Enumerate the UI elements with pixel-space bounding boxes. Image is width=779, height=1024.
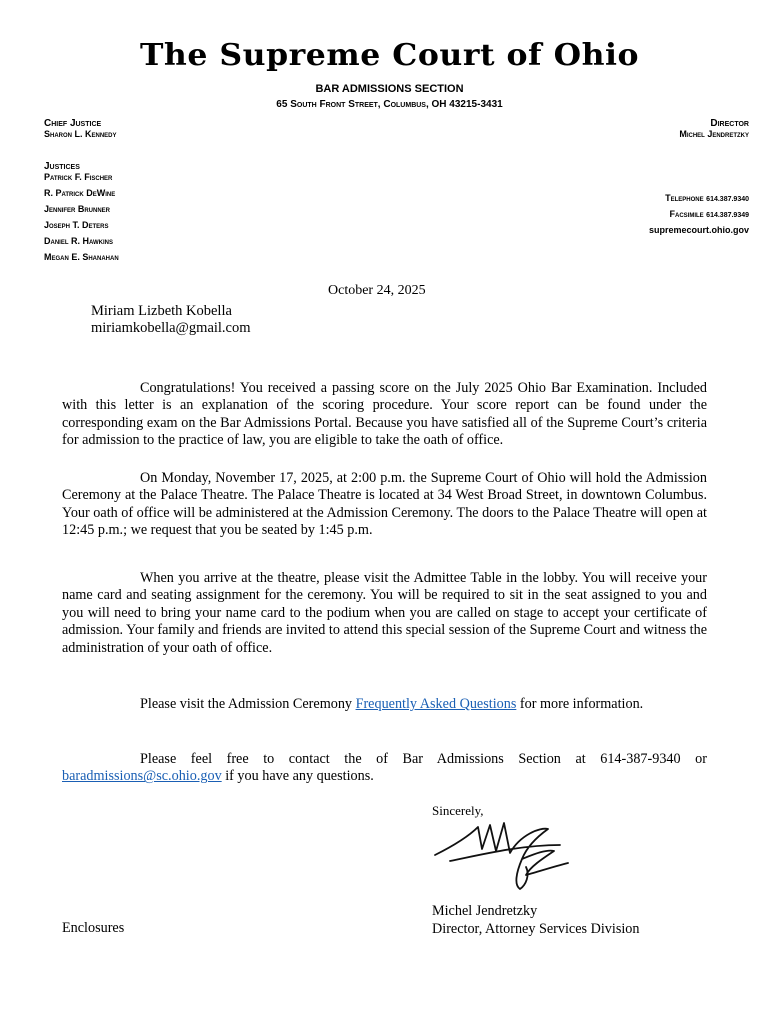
director-label: Director — [710, 118, 749, 129]
recipient-email: miriamkobella@gmail.com — [91, 320, 251, 336]
paragraph-text: Please feel free to contact the of Bar Admissions Section at 614-387-9340 or — [140, 751, 707, 767]
telephone — [649, 193, 749, 209]
paragraph-text: Congratulations! You received a passing score on the July 2025 Ohio Bar Examination. Included with this letter is an explanation of the scoring procedure. Your score report can be found under the corresponding exam on the Bar Admissions Portal. Because you have satisfied all of the Supreme Court’s criteria for admission to the practice of law, you are eligible to take the oath of office. — [62, 380, 707, 449]
website[interactable]: supremecourt.ohio.gov — [648, 225, 749, 235]
recipient-name: Miriam Lizbeth Kobella — [91, 303, 232, 319]
director-name: Michel Jendretzky — [679, 129, 749, 139]
justices-column — [44, 118, 119, 268]
justice-name: Joseph T. Deters — [44, 220, 109, 230]
signer-title: Director, Attorney Services Division — [432, 920, 640, 937]
recipient-block — [91, 303, 251, 337]
telephone-label: Telephone — [665, 193, 704, 203]
facsimile — [649, 209, 749, 225]
justice-name: Megan E. Shanahan — [44, 252, 119, 262]
chief-justice-name: Sharon L. Kennedy — [44, 129, 117, 139]
paragraph-ceremony — [62, 470, 707, 540]
letter-date: October 24, 2025 — [328, 283, 426, 298]
faq-link[interactable]: Frequently Asked Questions — [355, 696, 517, 712]
justice-name: Jennifer Brunner — [44, 204, 111, 214]
signature-icon — [430, 815, 580, 895]
paragraph-contact — [62, 751, 707, 786]
paragraph-text: On Monday, November 17, 2025, at 2:00 p.m. the Supreme Court of Ohio will hold the Admission Ceremony at the Palace Theatre. The Palace Theatre is located at 34 West Broad Street, in downtown Columbus. Your oath of office will be administered at the Admission Ceremony. The doors to the Palace Theatre will open at 12:45 p.m.; we request that you be seated by 1:45 p.m. — [62, 470, 707, 539]
paragraph-text: When you arrive at the theatre, please visit the Admittee Table in the lobby. You will receive your name card and seating assignment for the ceremony. You will be required to sit in the seat assigned to you and you will need to bring your name card to the podium when you are called on stage to accept your certificate of admission. Your family and friends are invited to attend this special session of the Supreme Court and witness the administration of your oath of office. — [62, 570, 707, 656]
justice-name: Patrick F. Fischer — [44, 172, 113, 182]
letterhead-address: 65 South Front Street, Columbus, OH 43215-3431 — [276, 99, 503, 110]
paragraph-results — [62, 380, 707, 450]
facsimile-number: 614.387.9349 — [706, 212, 749, 219]
letterhead-section: BAR ADMISSIONS SECTION — [315, 83, 464, 95]
signer-block — [432, 903, 639, 938]
closing-sincerely: Sincerely, — [432, 803, 484, 818]
enclosures-note: Enclosures — [62, 920, 125, 936]
paragraph-arrival — [62, 570, 707, 657]
chief-justice-label: Chief Justice — [44, 118, 102, 129]
justices-label: Justices — [44, 161, 80, 172]
facsimile-label: Facsimile — [669, 209, 704, 219]
paragraph-faq — [62, 696, 707, 713]
letterhead-title: The Supreme Court of Ohio — [139, 38, 640, 73]
justice-name: R. Patrick DeWine — [44, 188, 116, 198]
email-link[interactable]: baradmissions@sc.ohio.gov — [62, 768, 222, 785]
telephone-number: 614.387.9340 — [706, 196, 749, 203]
justice-name: Daniel R. Hawkins — [44, 236, 113, 246]
signer-name: Michel Jendretzky — [432, 903, 538, 919]
director-column — [649, 118, 749, 241]
paragraph-text: Please visit the Admission Ceremony — [140, 696, 356, 712]
paragraph-text: if you have any questions. — [221, 768, 374, 785]
signature — [430, 815, 580, 900]
paragraph-text: for more information. — [516, 696, 644, 712]
